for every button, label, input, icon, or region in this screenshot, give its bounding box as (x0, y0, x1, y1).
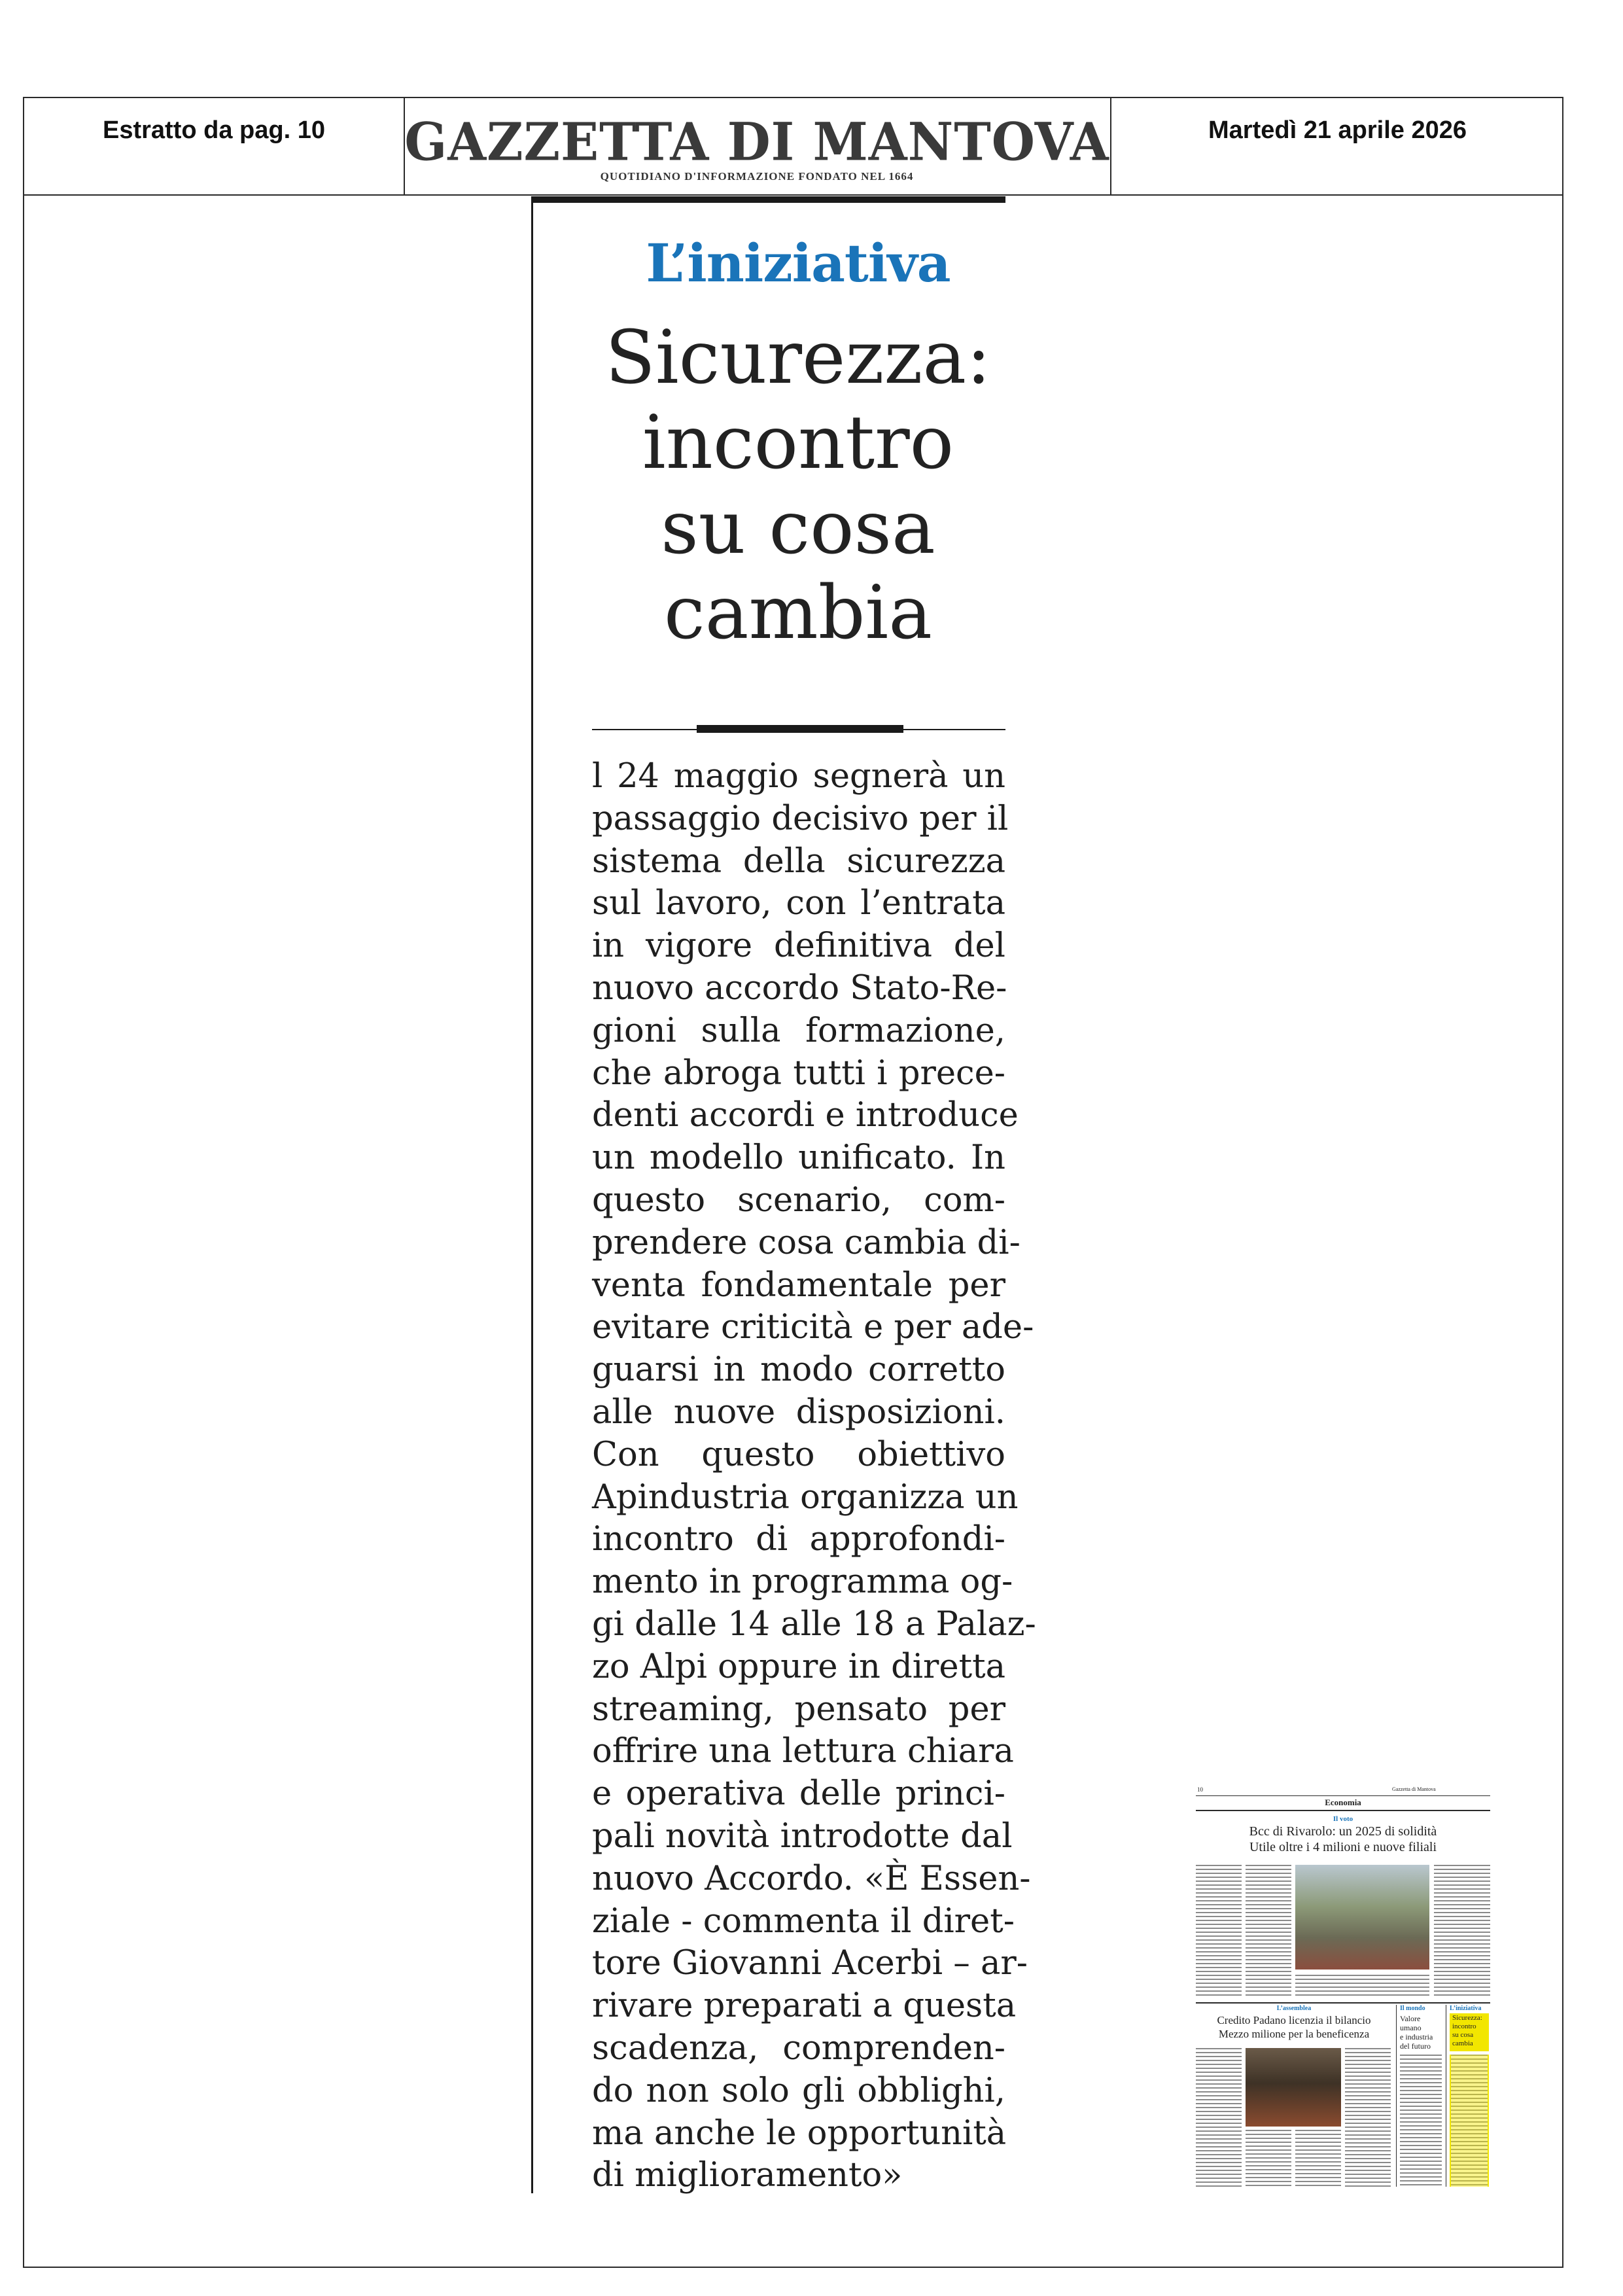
thumb-text-column (1451, 2055, 1488, 2187)
thumb-kicker-4: L’iniziativa (1450, 2005, 1482, 2012)
body-line: Con questo obiettivo (592, 1435, 1005, 1474)
body-line: rivare preparati a questa (592, 1987, 1017, 2026)
thumb-text-column (1400, 2055, 1442, 2187)
body-line: sul lavoro, con l’entrata (592, 884, 1005, 923)
body-line: guarsi in modo corretto (592, 1351, 1005, 1390)
thumb-text-column (1196, 1865, 1242, 1996)
thumb-headline-4: incontro (1452, 2022, 1476, 2030)
header-cell-date (1111, 98, 1563, 194)
body-line: un modello unificato. In (592, 1139, 1005, 1178)
body-line: l 24 maggio segnerà un (592, 757, 1005, 796)
thumb-headline-2b: Mezzo milione per la beneficenza (1218, 2028, 1370, 2040)
newspaper-motto: QUOTIDIANO D'INFORMAZIONE FONDATO NEL 1664 (600, 170, 914, 183)
header-row (24, 98, 1562, 196)
body-line: nuovo Accordo. «È Essen- (592, 1859, 1031, 1898)
body-line: gi dalle 14 alle 18 a Palaz- (592, 1604, 1036, 1644)
body-line: prendere cosa cambia di- (592, 1223, 1021, 1262)
issue-date: Martedì 21 aprile 2026 (1208, 116, 1467, 144)
article-top-bar (533, 196, 1005, 203)
body-line: e operativa delle princi- (592, 1775, 1005, 1814)
thumb-headline-1a: Bcc di Rivarolo: un 2025 di solidità (1249, 1824, 1437, 1839)
thumb-page-number: 10 (1197, 1786, 1203, 1793)
body-line: offrire una lettura chiara (592, 1732, 1014, 1771)
body-line: evitare criticità e per ade- (592, 1308, 1034, 1347)
thumb-kicker-2: L’assemblea (1276, 2005, 1312, 2012)
body-line: di miglioramento» (592, 2156, 903, 2195)
thumb-headline-4: cambia (1452, 2040, 1473, 2047)
thumb-divider (1196, 2002, 1490, 2004)
thumb-section-rule (1196, 1810, 1490, 1811)
thumb-text-column (1196, 2048, 1242, 2187)
page-reference: Estratto da pag. 10 (103, 116, 325, 144)
title-line: cambia (664, 571, 932, 656)
article-clipping (531, 196, 1036, 2195)
thumb-top-rule (1196, 1795, 1490, 1796)
thumb-photo-bank (1295, 1865, 1429, 1969)
body-line: nuovo accordo Stato-Re- (592, 968, 1007, 1008)
header-cell-page (24, 98, 405, 194)
body-line: ma anche le opportunità (592, 2113, 1007, 2153)
thumb-kicker-1: Il voto (1333, 1815, 1353, 1823)
thumb-vertical-rule (1396, 2005, 1397, 2187)
article-kicker: L’iniziativa (646, 232, 951, 294)
body-line: questo scenario, com- (592, 1180, 1005, 1220)
body-line: sistema della sicurezza (592, 841, 1005, 881)
body-line: passaggio decisivo per il (592, 799, 1009, 838)
body-line: incontro di approfondi- (592, 1520, 1005, 1559)
title-line: su cosa (661, 486, 935, 571)
thumb-text-column (1246, 1865, 1291, 1996)
body-line: denti accordi e introduce (592, 1096, 1019, 1135)
thumb-paper-name: Gazzetta di Mantova (1392, 1786, 1436, 1792)
body-line: pali novità introdotte dal (592, 1816, 1013, 1856)
article-title (592, 315, 1004, 656)
thumb-text-column (1295, 2130, 1341, 2187)
thumb-headline-3: e industria (1400, 2032, 1433, 2041)
body-line: tore Giovanni Acerbi – ar- (592, 1944, 1028, 1983)
title-line: Sicurezza: (605, 315, 991, 400)
thumb-headline-4: Sicurezza: (1452, 2014, 1482, 2022)
body-line: scadenza, comprenden- (592, 2028, 1005, 2068)
body-line: che abroga tutti i prece- (592, 1053, 1005, 1093)
title-line: incontro (642, 400, 954, 486)
body-line: zo Alpi oppure in diretta (592, 1647, 1005, 1686)
body-line: streaming, pensato per (592, 1689, 1005, 1729)
thumb-text-column (1246, 2130, 1291, 2187)
body-line: venta fondamentale per (592, 1265, 1005, 1305)
body-line: in vigore definitiva del (592, 927, 1005, 966)
thumb-headline-3: Valore (1400, 2014, 1421, 2023)
thumb-text-column (1345, 2048, 1391, 2187)
thumb-headline-1b: Utile oltre i 4 milioni e nuove filiali (1249, 1840, 1437, 1854)
body-line: do non solo gli obblighi, (592, 2071, 1005, 2110)
thumb-headline-3: umano (1400, 2023, 1422, 2032)
thumb-headline-2a: Credito Padano licenzia il bilancio (1217, 2014, 1371, 2026)
thumb-section: Economia (1325, 1797, 1361, 1807)
header-cell-masthead (404, 98, 1111, 194)
body-line: mento in programma og- (592, 1563, 1013, 1602)
thumb-kicker-3: Il mondo (1400, 2005, 1425, 2012)
thumb-headline-4: su cosa (1452, 2031, 1474, 2039)
thumb-photo-assembly (1246, 2048, 1341, 2127)
title-rule-accent (697, 725, 903, 733)
body-line: gioni sulla formazione, (592, 1011, 1005, 1050)
page-thumbnail (1196, 1786, 1490, 2187)
body-line: Apindustria organizza un (592, 1477, 1019, 1517)
thumb-headline-3: del futuro (1400, 2041, 1431, 2051)
newspaper-masthead: GAZZETTA DI MANTOVA (404, 111, 1109, 173)
thumb-caption (1295, 1975, 1429, 1996)
thumb-text-column (1434, 1865, 1490, 1996)
article-body (592, 756, 1036, 2197)
body-line: alle nuove disposizioni. (592, 1392, 1005, 1432)
body-line: ziale - commenta il diret- (592, 1901, 1015, 1941)
